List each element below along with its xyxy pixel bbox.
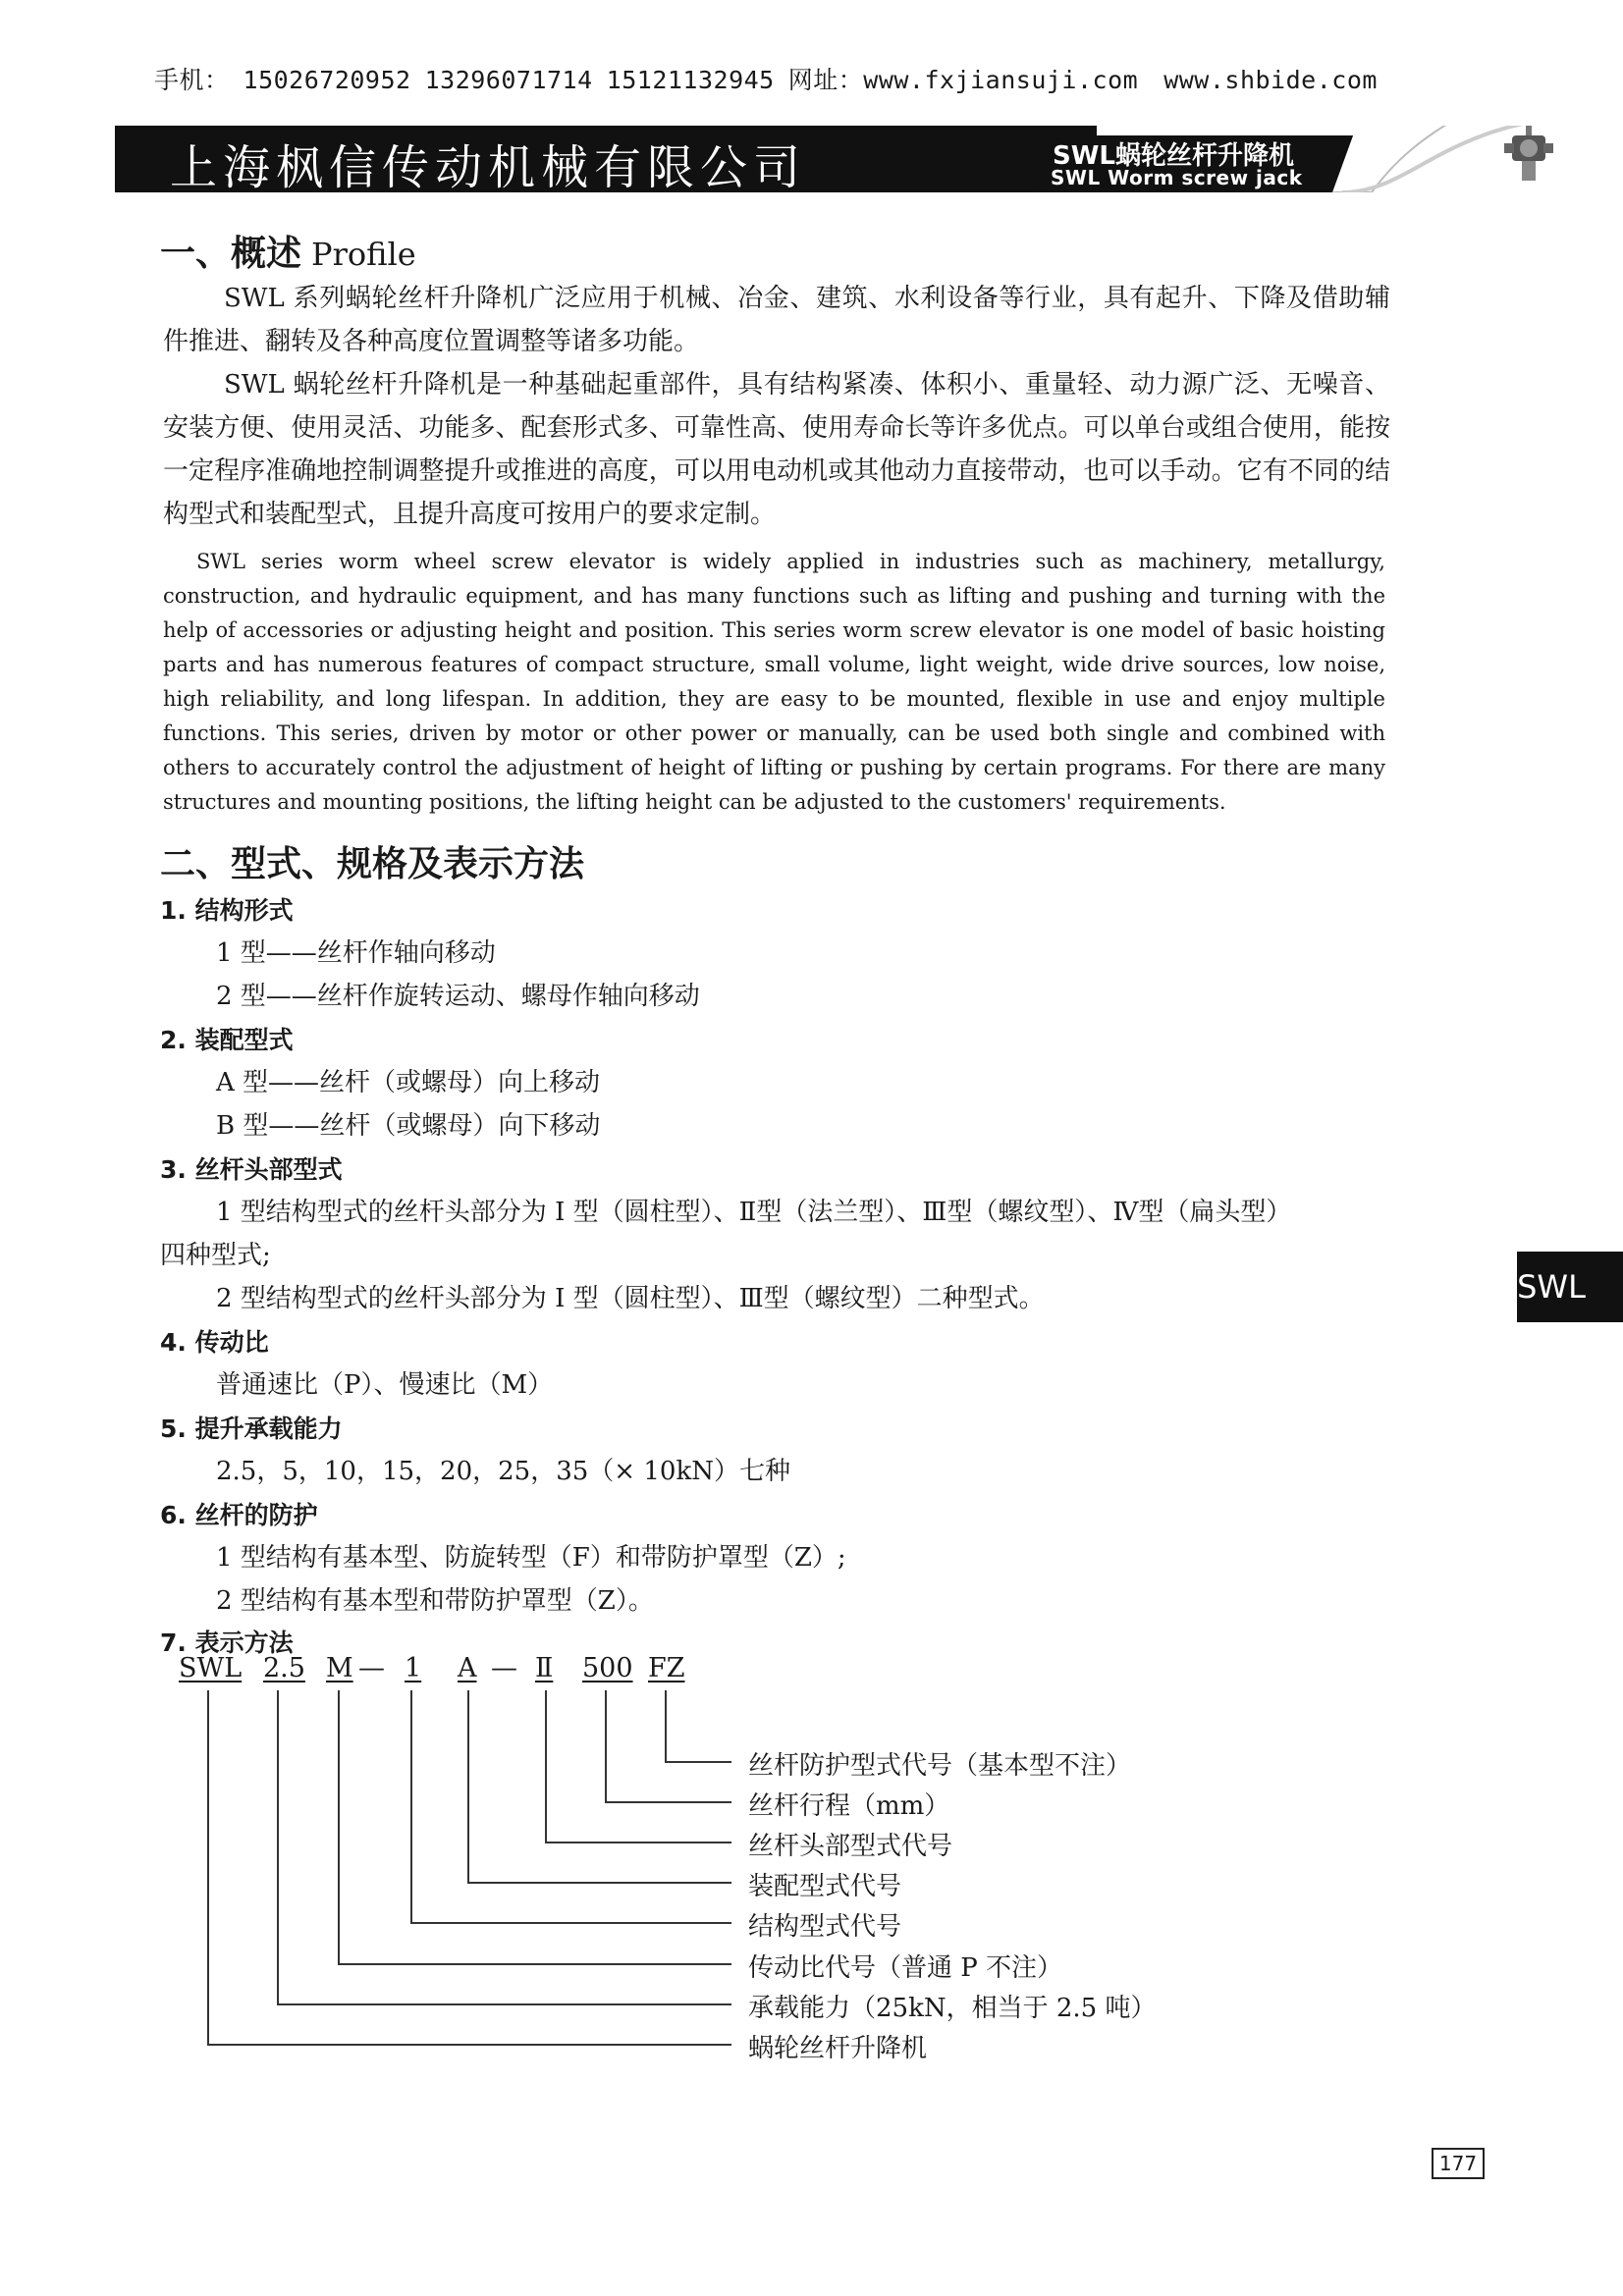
phone-number-3: 15121132945 — [606, 66, 775, 94]
sub-heading-protection: 6. 丝杆的防护 — [160, 1501, 318, 1529]
code-stroke: 500 — [582, 1653, 633, 1683]
sub-heading-structure: 1. 结构形式 — [160, 896, 294, 925]
code-screw-head: Ⅱ — [535, 1653, 554, 1683]
list-item: B 型——丝杆（或螺母）向下移动 — [216, 1111, 601, 1141]
phone-number-2: 13296071714 — [424, 66, 593, 94]
section-1-title-en: Profile — [311, 236, 416, 273]
website-link-2[interactable]: www.shbide.com — [1163, 66, 1378, 94]
code-protection: FZ — [648, 1653, 685, 1683]
notation-desc: 结构型式代号 — [748, 1912, 902, 1942]
list-item: 2 型——丝杆作旋转运动、螺母作轴向移动 — [216, 982, 700, 1011]
notation-desc: 丝杆行程（mm） — [748, 1791, 950, 1821]
sub-heading-screw-head: 3. 丝杆头部型式 — [160, 1155, 343, 1184]
side-tab-label: SWL — [1517, 1268, 1586, 1306]
notation-desc: 承载能力（25kN，相当于 2.5 吨） — [748, 1994, 1157, 2023]
profile-paragraph-1-text: SWL 系列蜗轮丝杆升降机广泛应用于机械、冶金、建筑、水利设备等行业，具有起升、下降及借助辅件推进、翻转及各种高度位置调整等诸多功能。 — [163, 284, 1390, 356]
side-tab-swl — [1517, 1252, 1623, 1322]
notation-desc: 传动比代号（普通 P 不注） — [748, 1953, 1063, 1983]
sub-heading-assembly: 2. 装配型式 — [160, 1026, 294, 1054]
list-item: 1 型结构型式的丝杆头部分为 I 型（圆柱型）、Ⅱ型（法兰型）、Ⅲ型（螺纹型）、Ⅳ型（扁头型） — [216, 1198, 1292, 1227]
product-name-en: SWL Worm screw jack — [1051, 166, 1303, 189]
section-1-title-cn: 概述 — [231, 234, 302, 274]
list-item: 2 型结构有基本型和带防护罩型（Z）。 — [216, 1586, 654, 1616]
list-item: 普通速比（P）、慢速比（M） — [216, 1370, 554, 1400]
notation-desc: 丝杆防护型式代号（基本型不注） — [748, 1751, 1132, 1781]
notation-desc: 丝杆头部型式代号 — [748, 1832, 953, 1861]
list-item: 2.5，5，10，15，20，25，35（× 10kN）七种 — [216, 1457, 790, 1486]
list-item: 1 型结构有基本型、防旋转型（F）和带防护罩型（Z）; — [216, 1543, 846, 1573]
code-structure: 1 — [405, 1653, 422, 1683]
notation-desc: 蜗轮丝杆升降机 — [748, 2034, 928, 2063]
code-dash: — — [491, 1653, 517, 1683]
product-name-cn: SWL蜗轮丝杆升降机 — [1053, 141, 1294, 171]
sub-heading-capacity: 5. 提升承载能力 — [160, 1415, 343, 1443]
sub-heading-ratio: 4. 传动比 — [160, 1328, 269, 1357]
web-label: 网址： — [787, 66, 864, 94]
code-ratio: M — [326, 1653, 353, 1683]
list-item: A 型——丝杆（或螺母）向上移动 — [216, 1068, 601, 1097]
phone-label: 手机： — [154, 66, 230, 94]
profile-paragraph-english: SWL series worm wheel screw elevator is widely applied in industries such as machinery, metallurgy, construction, and hydraulic equipment, and has many functions such as lifting and pushing and turning with the help of accessories or adjusting height and position. This series worm screw elevator is one model of basic hoisting parts and has numerous features of compact structure, small volume, light weight, wide drive sources, low noise, high reliability, and long lifespan. In addition, they are easy to be mounted, flexible in use and enjoy multiple functions. This series, driven by motor or other power or manually, can be used both single and combined with others to accurately control the adjustment of height of lifting or pushing by certain programs. For there are many structures and mounting positions, the lifting height can be adjusted to the customers' requirements. — [163, 550, 1385, 814]
code-dash: — — [358, 1653, 385, 1683]
profile-paragraph-2-text: SWL 蜗轮丝杆升降机是一种基础起重部件，具有结构紧凑、体积小、重量轻、动力源广泛、无噪音、安装方便、使用灵活、功能多、配套形式多、可靠性高、使用寿命长等许多优点。可以单台或组合使用，能按一定程序准确地控制调整提升或推进的高度，可以用电动机或其他动力直接带动，也可以手动。它有不同的结构型式和装配型式，且提升高度可按用户的要求定制。 — [163, 370, 1390, 529]
list-item: 2 型结构型式的丝杆头部分为 I 型（圆柱型）、Ⅲ型（螺纹型）二种型式。 — [216, 1284, 1045, 1313]
phone-number-1: 15026720952 — [243, 66, 411, 94]
code-model: SWL — [179, 1653, 243, 1683]
sub-heading-notation: 7. 表示方法 — [160, 1629, 294, 1657]
website-link-1[interactable]: www.fxjiansuji.com — [863, 66, 1139, 94]
section-2-heading: 二、型式、规格及表示方法 — [160, 844, 585, 884]
list-item: 1 型——丝杆作轴向移动 — [216, 938, 496, 968]
list-item: 四种型式; — [160, 1241, 271, 1270]
notation-desc: 装配型式代号 — [748, 1872, 902, 1901]
company-name: 上海枫信传动机械有限公司 — [170, 140, 807, 195]
code-capacity: 2.5 — [263, 1653, 305, 1683]
page-number: 177 — [1432, 2148, 1485, 2179]
code-assembly: A — [458, 1653, 477, 1683]
section-1-number: 一、 — [160, 234, 232, 274]
